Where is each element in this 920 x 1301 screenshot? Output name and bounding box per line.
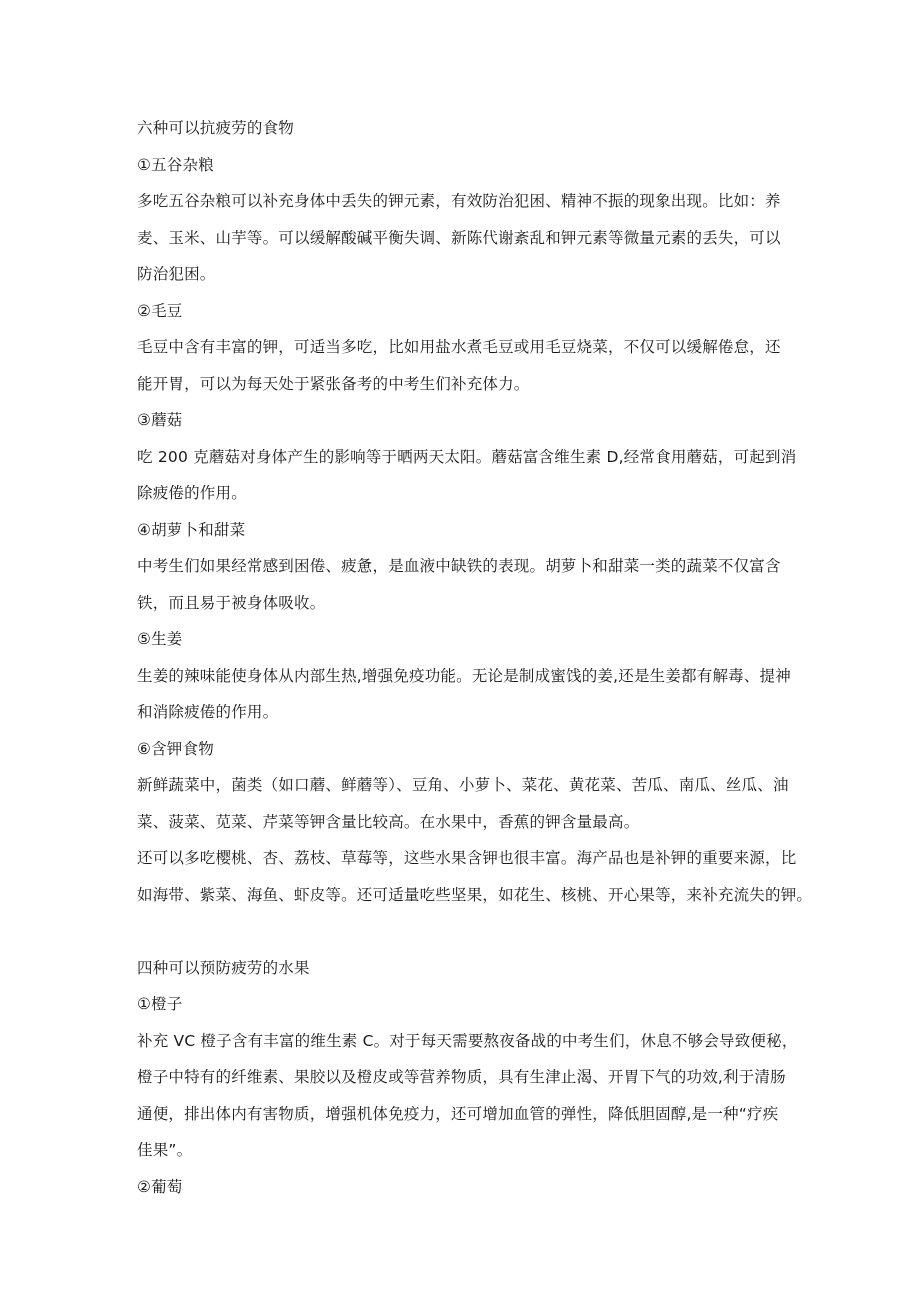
paragraph-line: 多吃五谷杂粮可以补充身体中丢失的钾元素，有效防治犯困、精神不振的现象出现。比如：养 (137, 192, 781, 210)
item-heading: ②毛豆 (137, 301, 183, 320)
paragraph-line: 如海带、紫菜、海鱼、虾皮等。还可适量吃些坚果，如花生、核桃、开心果等，来补充流失的钾。 (137, 885, 813, 904)
paragraph-line: 通便，排出体内有害物质，增强机体免疫力，还可增加血管的弹性，降低胆固醇,是一种“疗疾 (137, 1104, 779, 1123)
paragraph-line: 能开胃，可以为每天处于紧张备考的中考生们补充体力。 (137, 374, 530, 393)
paragraph-line: 吃 200 克蘑菇对身体产生的影响等于晒两天太阳。蘑菇富含维生素 D,经常食用蘑菇，可起到消 (137, 447, 797, 466)
section-title: 四种可以预防疲劳的水果 (137, 958, 310, 977)
paragraph-line: 生姜的辣味能使身体从内部生热,增强免疫功能。无论是制成蜜饯的姜,还是生姜都有解毒、提神 (137, 666, 791, 685)
item-heading: ④胡萝卜和甜菜 (137, 520, 246, 539)
section-gap (137, 913, 787, 950)
paragraph-line: 新鲜蔬菜中，菌类（如口蘑、鲜蘑等）、豆角、小萝卜、菜花、黄花菜、苦瓜、南瓜、丝瓜、油 (137, 776, 789, 794)
paragraph-line: 补充 VC 橙子含有丰富的维生素 C。对于每天需要熬夜备战的中考生们，休息不够会导致便秘， (137, 1031, 798, 1050)
paragraph-line: 铁，而且易于被身体吸收。 (137, 593, 326, 612)
section-title: 六种可以抗疲劳的食物 (137, 119, 295, 137)
document-page (137, 110, 813, 1205)
paragraph-line: 还可以多吃樱桃、杏、荔枝、草莓等，这些水果含钾也很丰富。海产品也是补钾的重要来源，比 (137, 849, 797, 867)
item-heading: ②葡萄 (137, 1177, 183, 1196)
paragraph-line: 佳果”。 (137, 1141, 193, 1159)
item-heading: ⑤生姜 (137, 630, 183, 648)
paragraph-line: 和消除疲倦的作用。 (137, 703, 279, 721)
paragraph-line: 麦、玉米、山芋等。可以缓解酸碱平衡失调、新陈代谢紊乱和钾元素等微量元素的丢失，可以 (137, 228, 781, 247)
paragraph-line: 除疲倦的作用。 (137, 484, 247, 502)
paragraph-line: 橙子中特有的纤维素、果胶以及橙皮或等营养物质，具有生津止渴、开胃下气的功效,利于清肠 (137, 1068, 786, 1086)
paragraph-line: 防治犯困。 (137, 265, 216, 283)
paragraph-line: 毛豆中含有丰富的钾，可适当多吃，比如用盐水煮毛豆或用毛豆烧菜，不仅可以缓解倦怠，还 (137, 338, 781, 356)
item-heading: ①橙子 (137, 995, 183, 1013)
item-heading: ⑥含钾食物 (137, 739, 214, 758)
paragraph-line: 菜、菠菜、苋菜、芹菜等钾含量比较高。在水果中，香蕉的钾含量最高。 (137, 812, 640, 831)
item-heading: ①五谷杂粮 (137, 155, 214, 174)
paragraph-line: 中考生们如果经常感到困倦、疲惫，是血液中缺铁的表现。胡萝卜和甜菜一类的蔬菜不仅富含 (137, 557, 781, 575)
item-heading: ③蘑菇 (137, 411, 183, 429)
